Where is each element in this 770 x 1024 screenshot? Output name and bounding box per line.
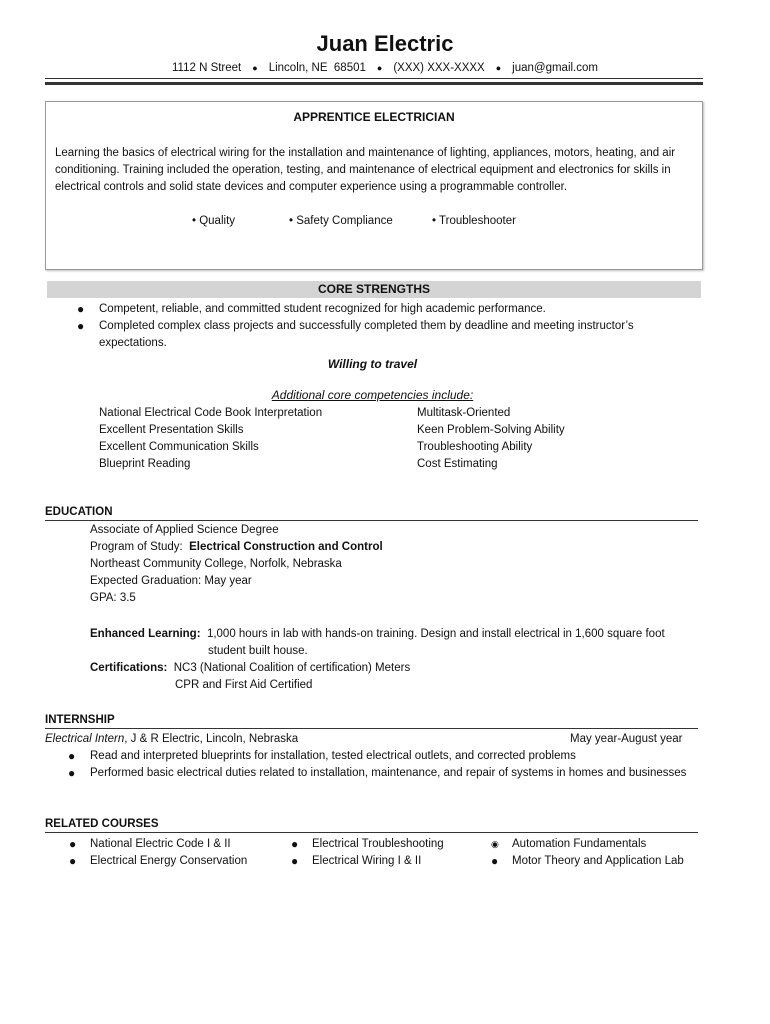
list-item: Keen Problem-Solving Ability: [417, 424, 565, 436]
bullet-separator: ●: [252, 63, 258, 73]
enhanced-learning: Enhanced Learning: 1,000 hours in lab with hands-on training. Design and install electrical in 1,600 square foot: [90, 628, 665, 640]
courses-heading: RELATED COURSES: [45, 817, 698, 833]
objective-title: APPRENTICE ELECTRICIAN: [293, 110, 455, 124]
courses-col1: [69, 836, 290, 870]
tag-troubleshooter: • Troubleshooter: [432, 215, 516, 227]
internship-heading: INTERNSHIP: [45, 713, 698, 729]
internship-employer: , J & R Electric, Lincoln, Nebraska: [124, 733, 299, 745]
list-item: ● Performed basic electrical duties related to installation, maintenance, and repair of systems in homes and businesses: [68, 766, 687, 780]
list-item: Cost Estimating: [417, 458, 498, 470]
circle-bullet-icon: ◉: [491, 839, 499, 849]
list-item: ● Read and interpreted blueprints for installation, tested electrical outlets, and corrected problems: [68, 749, 576, 763]
degree: Associate of Applied Science Degree: [90, 524, 279, 536]
education-heading: EDUCATION: [45, 505, 698, 521]
list-item: ◉ Automation Fundamentals: [512, 836, 722, 853]
competencies-right: [417, 405, 717, 473]
list-item: ● Electrical Troubleshooting: [291, 837, 444, 851]
list-item: ● Motor Theory and Application Lab: [491, 854, 684, 868]
list-item: National Electrical Code Book Interpretation: [99, 407, 323, 419]
objective-text: Learning the basics of electrical wiring for the installation and maintenance of lighting, appliances, motors, heating, and air conditioning. Training included the operation, testing, and maintenance of electrical equipment and electronics for skills in electrical controls and solid state devices and computer experience using a programmable controller.: [55, 147, 676, 193]
certifications-cont: CPR and First Aid Certified: [175, 679, 313, 691]
list-item: ● Completed complex class projects and successfully completed them by deadline and meeting instructor’s expectations.: [77, 319, 634, 349]
education-extras: [90, 626, 730, 694]
resume-name: Juan Electric: [316, 31, 454, 56]
bullet-icon: ●: [291, 854, 299, 868]
list-item: Multitask-Oriented: [417, 407, 511, 419]
willing-to-travel: Willing to travel: [327, 357, 418, 371]
enhanced-learning-cont: student built house.: [208, 645, 308, 657]
list-item: ● Competent, reliable, and committed student recognized for high academic performance.: [77, 302, 546, 316]
internship-list: [68, 748, 700, 782]
internship-role: Electrical Intern: [45, 733, 125, 745]
email: juan@gmail.com: [512, 62, 598, 74]
tag-safety: • Safety Compliance: [289, 215, 393, 227]
phone: (XXX) XXX-XXXX: [393, 62, 485, 74]
certifications: Certifications: NC3 (National Coalition of certification) Meters: [90, 662, 411, 674]
competencies-left: [99, 405, 399, 473]
school: Northeast Community College, Norfolk, Nebraska: [90, 558, 342, 570]
contact-line: [0, 60, 770, 77]
address: 1112 N Street: [172, 62, 242, 74]
bullet-icon: ●: [291, 837, 299, 851]
bullet-icon: ●: [77, 302, 85, 316]
bullet-icon: ●: [68, 749, 76, 763]
gpa: GPA: 3.5: [90, 592, 136, 604]
tag-quality: • Quality: [192, 215, 236, 227]
graduation: Expected Graduation: May year: [90, 575, 252, 587]
list-item: ● Electrical Wiring I & II: [291, 854, 422, 868]
list-item: Blueprint Reading: [99, 458, 191, 470]
objective-tags: [55, 213, 695, 281]
header-rule-thick: [45, 82, 703, 85]
bullet-icon: ●: [69, 854, 77, 868]
bullet-icon: ●: [491, 854, 499, 868]
core-strengths-heading: CORE STRENGTHS: [47, 281, 701, 298]
bullet-separator: ●: [376, 63, 383, 73]
city: Lincoln, NE 68501: [268, 62, 366, 74]
courses-col2: [291, 836, 502, 870]
header-rule-thin: [45, 78, 703, 79]
core-strengths-list: [77, 301, 699, 352]
program-of-study: Program of Study: Electrical Construction and Control: [90, 541, 383, 553]
internship-dates: May year-August year: [570, 733, 683, 745]
bullet-icon: ●: [77, 319, 85, 333]
list-item: ● Electrical Energy Conservation: [69, 854, 248, 868]
list-item: Excellent Presentation Skills: [99, 424, 244, 436]
list-item: ● National Electric Code I & II: [69, 837, 231, 851]
bullet-icon: ●: [68, 766, 76, 780]
additional-competencies-heading: Additional core competencies include:: [271, 388, 474, 402]
list-item: Excellent Communication Skills: [99, 441, 259, 453]
bullet-icon: ●: [69, 837, 77, 851]
list-item: Troubleshooting Ability: [417, 441, 533, 453]
bullet-separator: ●: [495, 63, 502, 73]
courses-col3: [491, 836, 722, 870]
education-details: [90, 522, 730, 607]
